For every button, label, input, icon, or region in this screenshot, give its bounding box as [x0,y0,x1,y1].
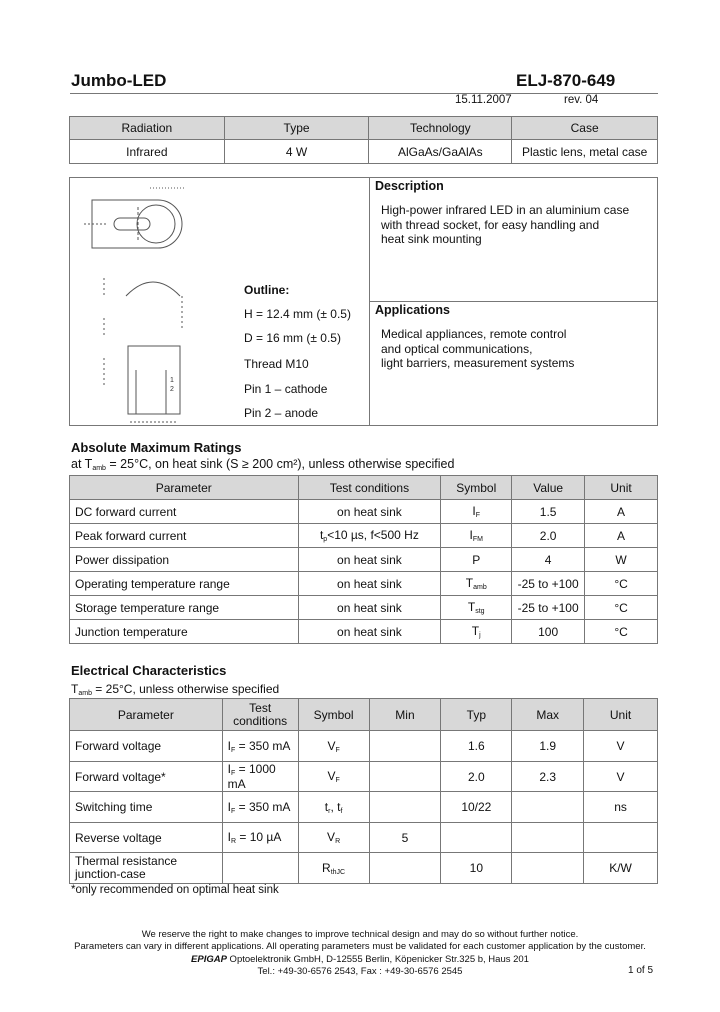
value: 2.0 [512,524,585,548]
ec-table [69,698,658,884]
max [512,823,584,853]
unit: °C [585,596,658,620]
symbol-sub: r [328,807,331,815]
symbol-sub: thJC [330,868,346,876]
table-row [70,524,658,548]
condition-sub: F [231,807,236,815]
min [369,762,441,792]
max: 1.9 [512,731,584,762]
unit: V [584,762,658,792]
summary-header-case: Case [512,117,658,140]
amr-conditions [71,457,454,472]
symbol [441,572,512,596]
symbol [441,524,512,548]
table-row [70,853,658,884]
description-line: with thread socket, for easy handling and [381,217,600,232]
value: 1.5 [512,500,585,524]
ec-header-typ: Typ [441,699,512,731]
condition-main: I [227,799,232,814]
symbol-sub: F [335,777,340,784]
symbol-main: t [324,799,329,814]
applications-line: light barriers, measurement systems [381,356,575,370]
summary-case: Plastic lens, metal case [512,140,658,164]
max: 2.3 [512,762,584,792]
ec-header-conditions: Test conditions [222,699,298,731]
symbol-main: V [327,738,336,753]
ec-header-parameter: Parameter [70,699,223,731]
condition-rest: = 1000 mA [227,762,276,791]
condition-main: I [227,762,232,776]
symbol-sub: FM [472,536,483,543]
symbol-main: V [327,769,336,783]
typ [441,823,512,853]
amr-header-value: Value [512,476,585,500]
ec-footnote: *only recommended on optimal heat sink [71,884,279,896]
symbol [441,596,512,620]
amr-cond-prefix: at T [71,457,93,471]
param: Forward voltage* [70,762,223,792]
description-title: Description [375,179,444,193]
amr-title: Absolute Maximum Ratings [71,440,242,455]
unit: A [585,524,658,548]
symbol-sub: F [335,746,340,754]
condition-sub: F [231,770,236,777]
condition [222,731,298,762]
table-row [70,823,658,853]
description-text [381,203,629,247]
condition-sub: p [323,536,328,543]
param: Switching time [70,792,223,823]
unit [584,823,658,853]
unit: W [585,548,658,572]
condition-rest: <10 µs, f<500 Hz [327,528,419,542]
thread-socket [114,218,150,230]
symbol-sub: R [335,838,341,845]
condition [222,823,298,853]
param: DC forward current [70,500,299,524]
min: 5 [369,823,441,853]
amr-header-parameter: Parameter [70,476,299,500]
applications-line: Medical appliances, remote control [381,327,567,341]
footer-disclaimer: We reserve the right to make changes to improve technical design and may do so without further notice. [141,929,579,940]
outline-thread: Thread M10 [244,357,309,371]
unit: K/W [584,853,658,884]
ec-title: Electrical Characteristics [71,663,227,678]
symbol [298,762,369,792]
symbol [298,853,369,884]
symbol-main: P [472,552,481,567]
symbol [441,548,512,572]
value: -25 to +100 [512,572,585,596]
lens-circle [137,205,175,243]
unit: A [585,500,658,524]
table-row [70,620,658,644]
table-row [70,792,658,823]
outline-list [244,283,351,430]
symbol [441,620,512,644]
symbol-main: I [469,528,473,542]
symbol-main: R [322,860,331,875]
max [512,853,584,884]
amr-header-symbol: Symbol [441,476,512,500]
outline-height: H = 12.4 mm (± 0.5) [244,307,351,321]
param: Reverse voltage [70,823,223,853]
condition-sub: F [231,746,236,754]
condition-main: t [319,528,324,542]
symbol-sub: stg [475,608,485,615]
company-name: EPIGAP [191,954,227,965]
ec-cond-sub: amb [78,690,92,697]
condition [222,762,298,792]
max [512,792,584,823]
min [369,731,441,762]
part-number: ELJ-870-649 [516,71,616,90]
description-line: heat sink mounting [381,232,482,246]
condition-sub: R [231,838,237,845]
ec-cond-rest: = 25°C, unless otherwise specified [91,682,280,696]
symbol-main: T [471,624,480,638]
condition: on heat sink [298,620,441,644]
footer-company [0,954,720,965]
symbol-sub: j [479,632,481,639]
table-row [70,731,658,762]
symbol [441,500,512,524]
symbol-main: T [465,576,474,590]
amr-cond-sub: amb [92,465,106,472]
typ: 1.6 [441,731,512,762]
ec-cond-prefix: T [71,682,79,696]
table-row [70,596,658,620]
info-divider-horizontal [369,301,658,302]
document-revision: rev. 04 [564,94,599,106]
value: 4 [512,548,585,572]
summary-type: 4 W [224,140,369,164]
applications-text [381,327,574,371]
outline-pin2: Pin 2 – anode [244,406,319,420]
symbol [298,792,369,823]
condition [298,524,441,548]
summary-header-type: Type [224,117,369,140]
outline-pin1: Pin 1 – cathode [244,382,328,396]
document-date: 15.11.2007 [455,94,512,106]
applications-title: Applications [375,303,451,317]
ec-header-symbol: Symbol [298,699,369,731]
pin-1-label: 1 [170,377,174,384]
typ: 2.0 [441,762,512,792]
lens-dome [126,282,180,296]
ec-header-min: Min [369,699,441,731]
table-row [70,762,658,792]
symbol-main: I [472,504,476,518]
value: 100 [512,620,585,644]
amr-table [69,475,658,644]
table-row [70,500,658,524]
condition-rest: = 350 mA [235,799,291,814]
symbol-main: V [327,830,336,844]
outline-title: Outline: [244,283,290,297]
product-name: Jumbo-LED [71,71,167,90]
symbol-main: T [467,600,476,614]
param: Peak forward current [70,524,299,548]
condition-main: I [227,830,232,844]
company-address: Optoelektronik GmbH, D-12555 Berlin, Köpenicker Str.325 b, Haus 201 [226,954,529,965]
min [369,792,441,823]
applications-line: and optical communications, [381,341,533,356]
min [369,853,441,884]
param: Forward voltage [70,731,223,762]
summary-header-technology: Technology [369,117,512,140]
condition-main: I [227,738,232,753]
amr-header-unit: Unit [585,476,658,500]
condition-rest: = 10 µA [236,830,282,844]
ec-header-unit: Unit [584,699,658,731]
unit: V [584,731,658,762]
footer-contact: Tel.: +49-30-6576 2543, Fax : +49-30-6576 2545 [257,966,463,977]
symbol-mid: , t [330,799,341,814]
amr-cond-rest: = 25°C, on heat sink (S ≥ 200 cm²), unless otherwise specified [105,457,455,471]
symbol-sub-2: f [340,807,343,815]
symbol [298,823,369,853]
param: Operating temperature range [70,572,299,596]
param-line-2: junction-case [75,867,146,881]
condition [222,792,298,823]
param: Storage temperature range [70,596,299,620]
typ: 10/22 [441,792,512,823]
condition-rest: = 350 mA [235,738,291,753]
summary-header-radiation: Radiation [70,117,225,140]
page-number: 1 of 5 [628,965,654,976]
description-line: High-power infrared LED in an aluminium case [381,203,630,217]
condition: on heat sink [298,548,441,572]
condition: on heat sink [298,596,441,620]
unit: °C [585,572,658,596]
summary-technology: AlGaAs/GaAlAs [369,140,512,164]
ec-header-max: Max [512,699,584,731]
condition [222,853,298,884]
unit: ns [584,792,658,823]
typ: 10 [441,853,512,884]
param [70,853,223,884]
symbol-sub: F [475,512,481,519]
condition: on heat sink [298,572,441,596]
condition: on heat sink [298,500,441,524]
unit: °C [585,620,658,644]
outline-diameter: D = 16 mm (± 0.5) [244,331,341,345]
outline-drawing [70,178,240,425]
summary-table [69,116,658,164]
amr-header-conditions: Test conditions [298,476,441,500]
footer-validation: Parameters can vary in different applications. All operating parameters must be validated for each customer application by the customer. [74,941,646,952]
ec-conditions [71,682,279,697]
param: Junction temperature [70,620,299,644]
symbol [298,731,369,762]
summary-radiation: Infrared [70,140,225,164]
param: Power dissipation [70,548,299,572]
table-row [70,572,658,596]
pin-2-label: 2 [170,386,174,393]
value: -25 to +100 [512,596,585,620]
table-row [70,548,658,572]
symbol-sub: amb [473,584,487,591]
param-line-1: Thermal resistance [75,854,178,868]
